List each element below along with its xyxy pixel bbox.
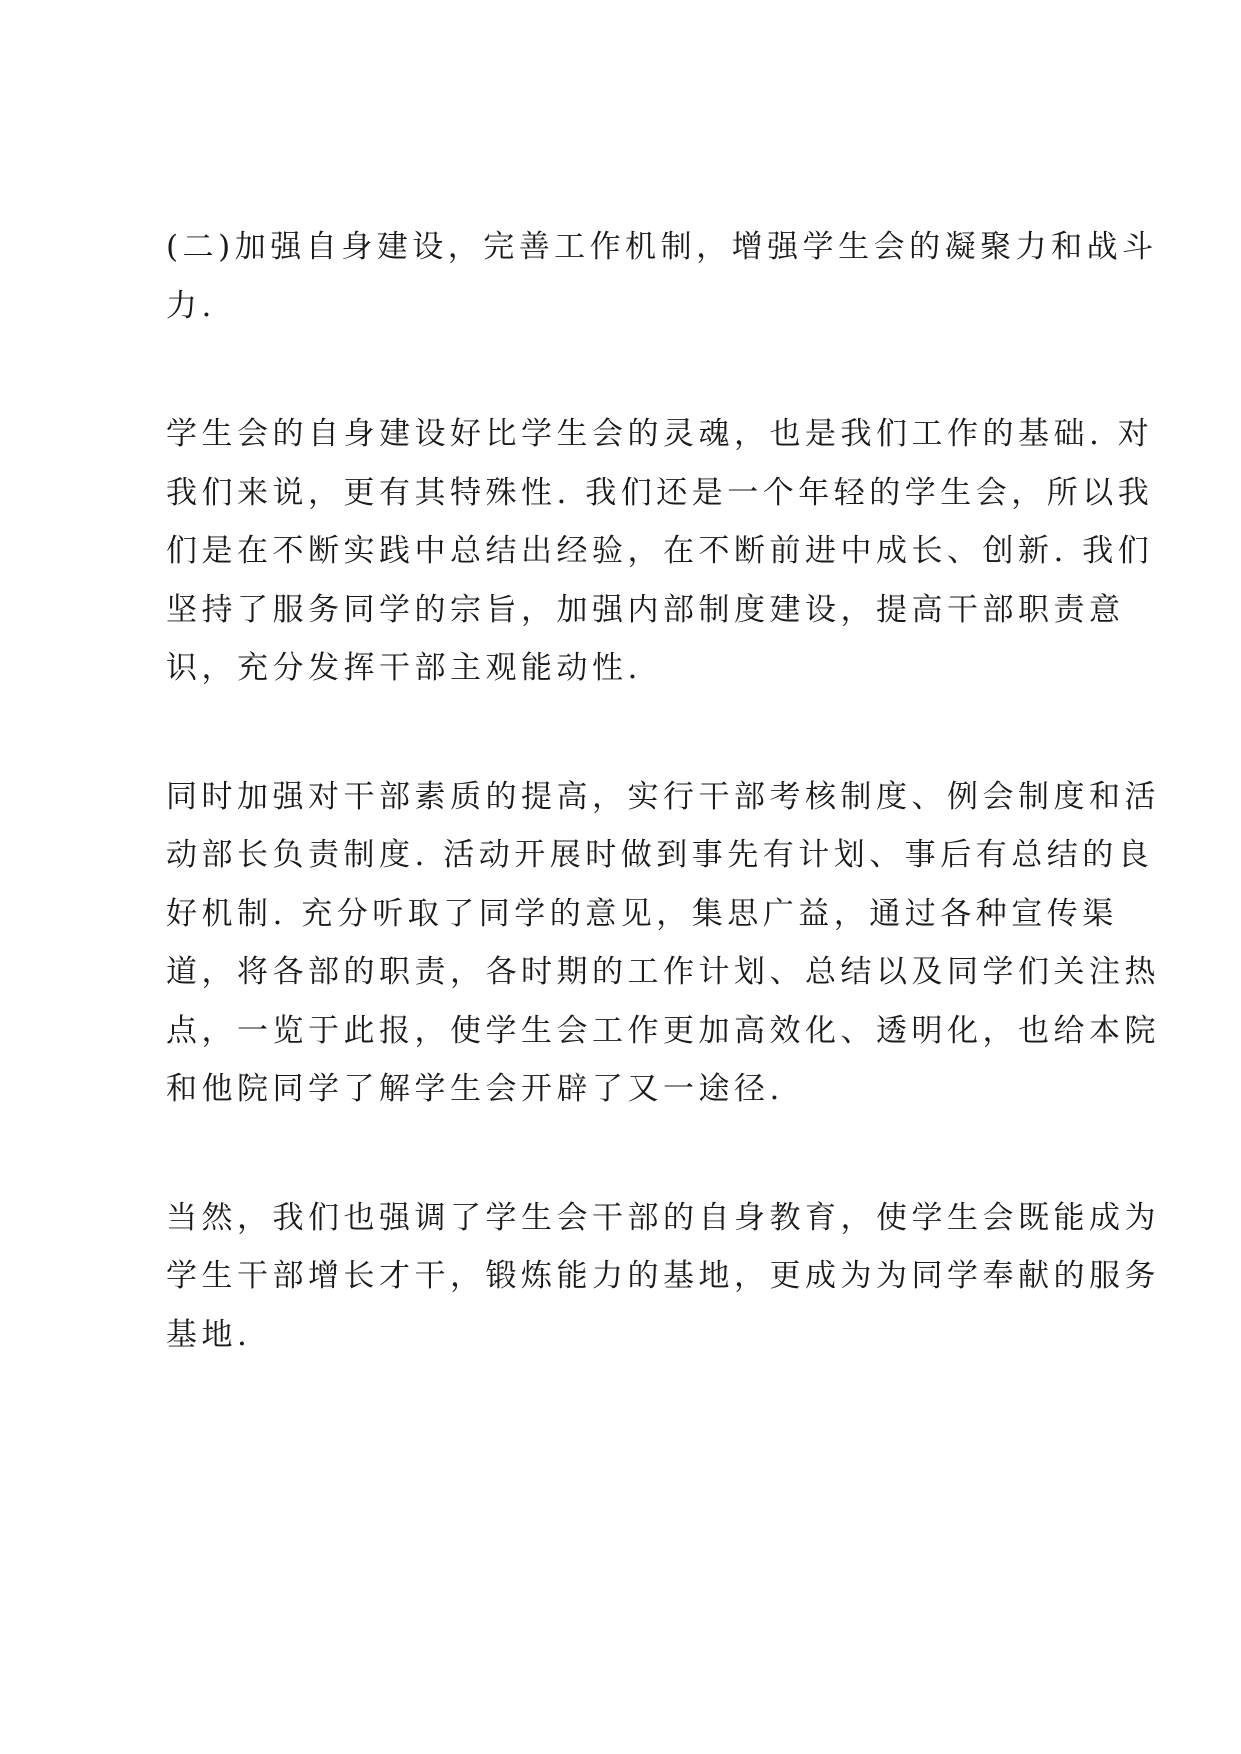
text-line: (二)加强自身建设，完善工作机制，增强学生会的凝聚力和战斗 (166, 229, 1158, 265)
text-line: 坚持了服务同学的宗旨，加强内部制度建设，提高干部职责意 (166, 591, 1125, 628)
text-line: 同时加强对干部素质的提高，实行干部考核制度、例会制度和活 (166, 778, 1160, 815)
text-line: 我们来说，更有其特殊性. 我们还是一个年轻的学生会，所以我 (166, 474, 1154, 511)
text-line: 学生会的自身建设好比学生会的灵魂，也是我们工作的基础. 对 (166, 416, 1154, 452)
paragraph (166, 405, 1154, 698)
text-line: 动部长负责制度. 活动开展时做到事先有计划、事后有总结的良 (166, 837, 1154, 873)
text-line: 好机制. 充分听取了同学的意见，集思广益，通过各种宣传渠 (166, 895, 1118, 932)
text-line: 识，充分发挥干部主观能动性. (166, 650, 642, 686)
text-line: 基地. (166, 1316, 252, 1353)
text-line: 学生干部增长才干，锻炼能力的基地，更成为为同学奉献的服务 (166, 1258, 1160, 1294)
paragraph (166, 1189, 1160, 1365)
text-line: 当然，我们也强调了学生会干部的自身教育，使学生会既能成为 (166, 1199, 1160, 1236)
text-line: 点，一览于此报，使学生会工作更加高效化、透明化，也给本院 (166, 1012, 1160, 1049)
text-line: 和他院同学了解学生会开辟了又一途径. (166, 1071, 784, 1107)
text-line: 道，将各部的职责，各时期的工作计划、总结以及同学们关注热 (166, 954, 1160, 990)
document-body (166, 218, 1160, 1434)
paragraph (166, 768, 1160, 1119)
text-line: 力. (166, 287, 216, 324)
paragraph-heading (166, 218, 1158, 335)
text-line: 们是在不断实践中总结出经验，在不断前进中成长、创新. 我们 (166, 533, 1154, 569)
